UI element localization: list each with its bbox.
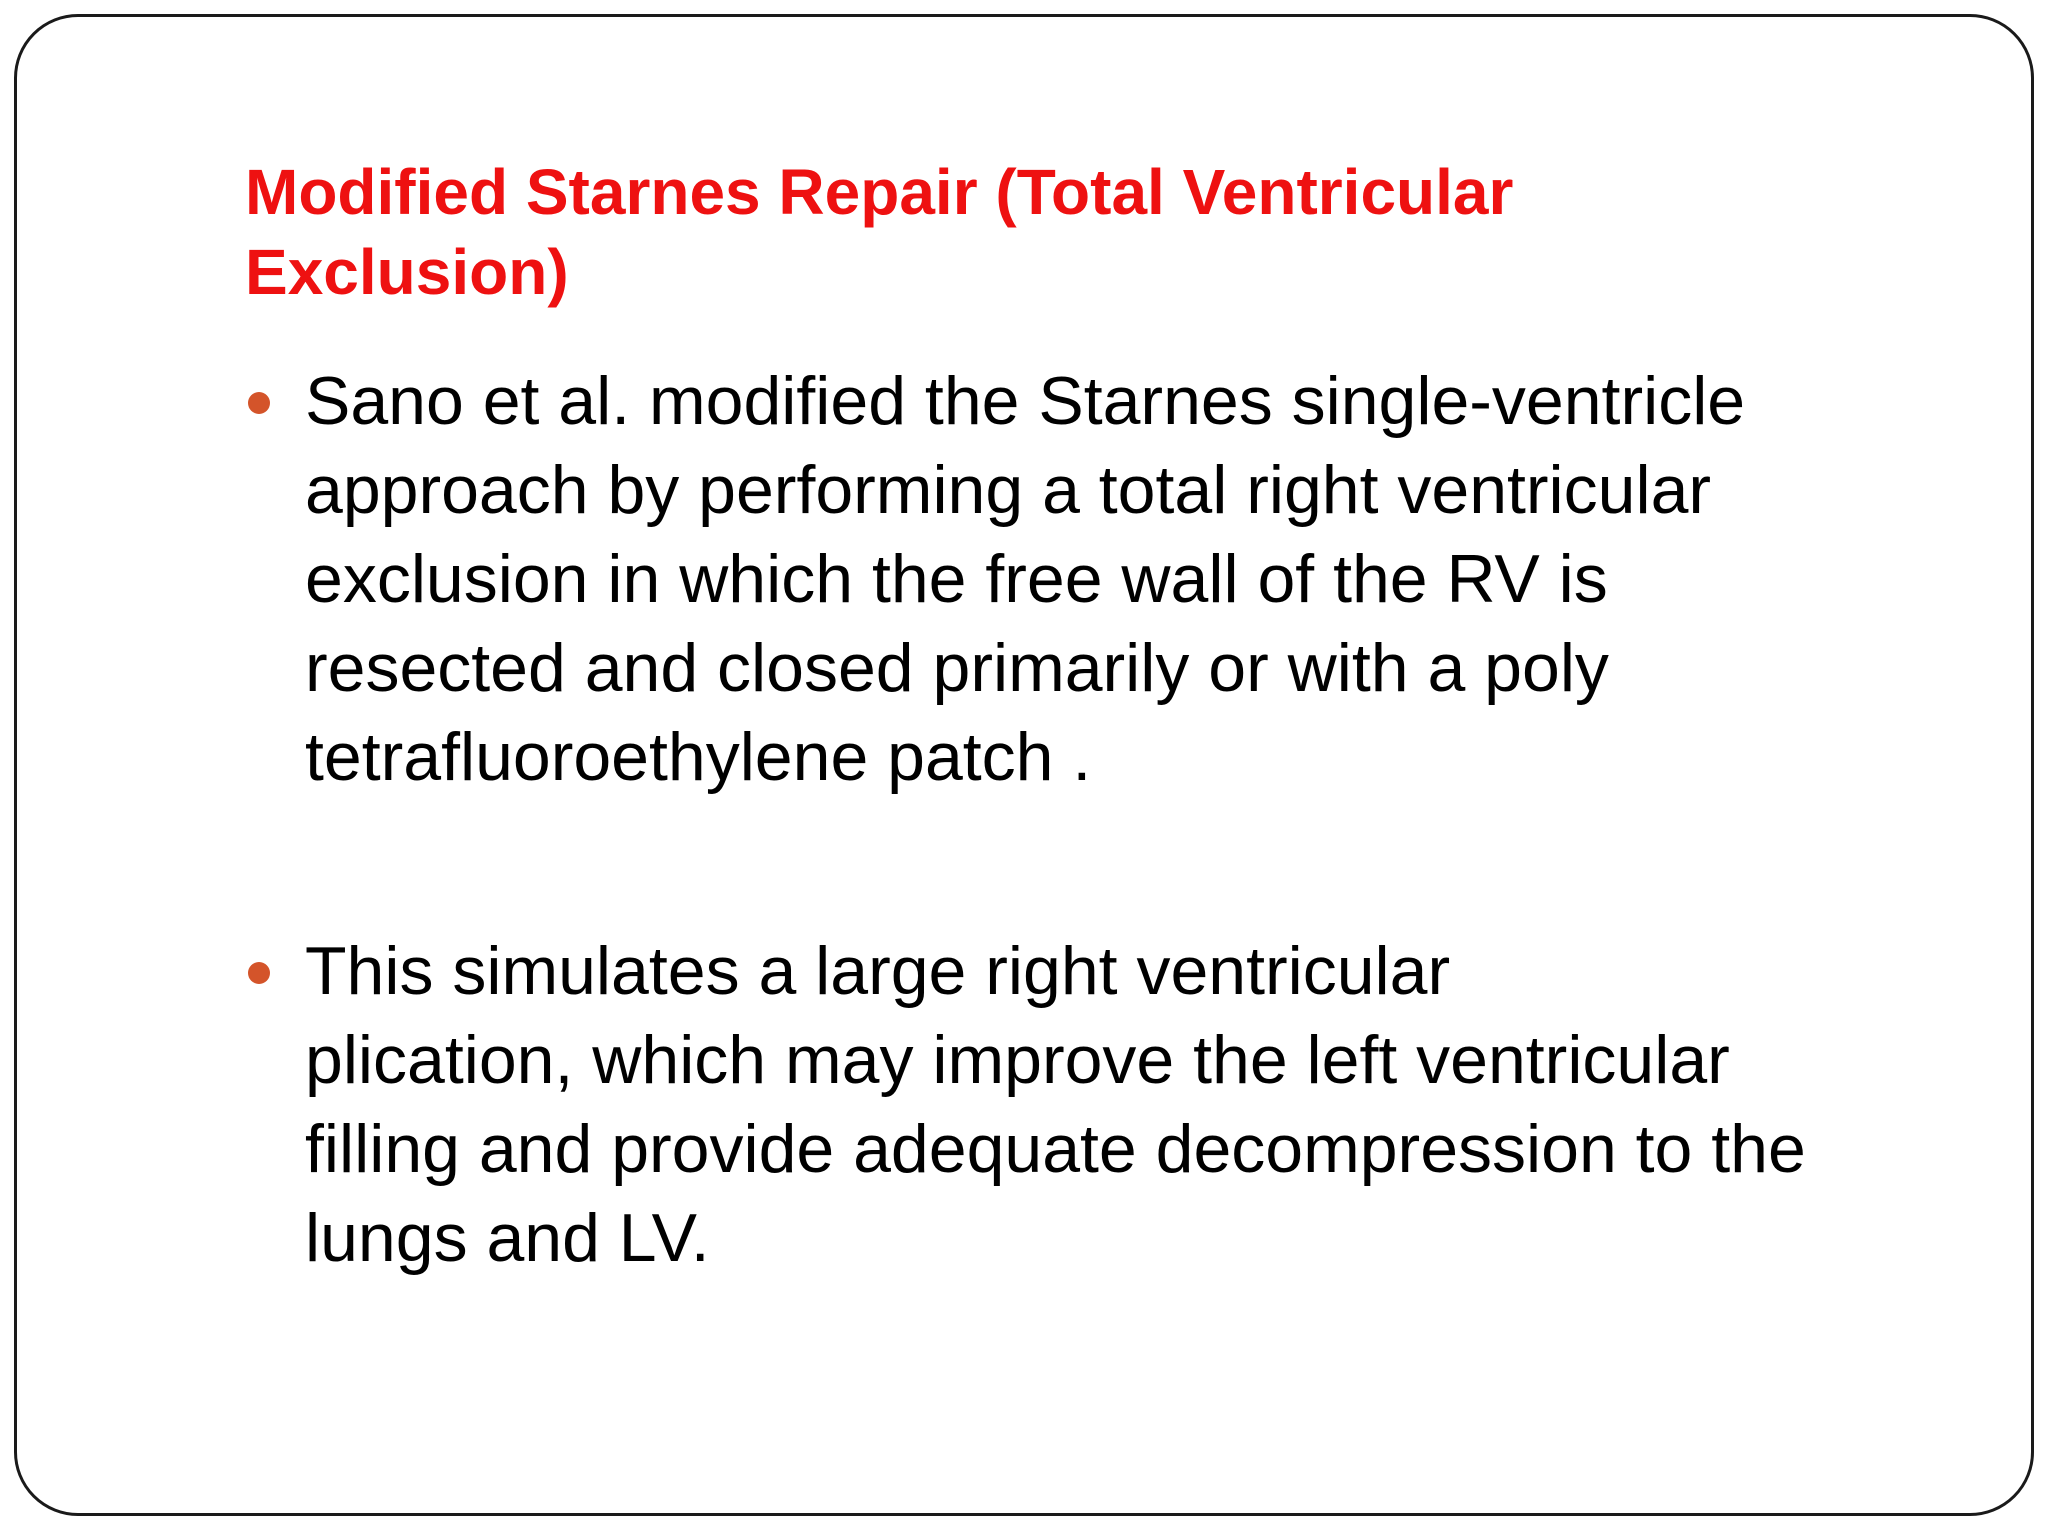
- bullet-dot-icon: [248, 962, 270, 984]
- bullet-dot-icon: [248, 392, 270, 414]
- bullet-text: Sano et al. modified the Starnes single-ventricle approach by performing a total right ventricular exclusion in which the free wall of the RV is resected and closed primarily or with a poly tetrafluoroethylene patch .: [305, 363, 1746, 795]
- slide-frame: [14, 14, 2034, 1516]
- slide-title: Modified Starnes Repair (Total Ventricular Exclusion): [245, 156, 1514, 308]
- bullet-text: This simulates a large right ventricular plication, which may improve the left ventricular filling and provide adequate decompression to the lungs and LV.: [305, 933, 1806, 1276]
